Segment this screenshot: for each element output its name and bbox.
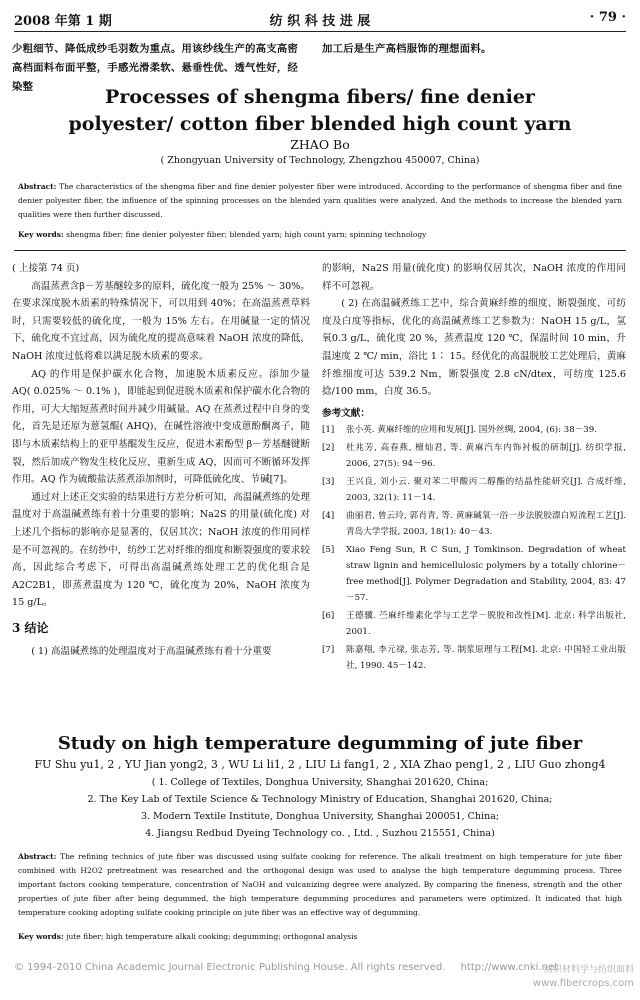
copyright-notice: © 1994-2010 China Academic Journal Electronic Publishing House. All rights reserved. xyxy=(14,962,446,973)
keywords-label: Key words: xyxy=(18,932,64,941)
article1-author: ZHAO Bo xyxy=(290,137,350,152)
continued-note: ( 上接第 74 页) xyxy=(12,263,80,274)
article2-authors: FU Shu yu1, 2 , YU Jian yong2, 3 , WU Li li1, 2 , LIU Li fang1, 2 , XIA Zhao peng1, 2 , LIU Guo zhong4 xyxy=(34,758,606,771)
top-fragment-right xyxy=(322,40,622,59)
paragraph: AQ 的作用是保护碳水化合物，加速脱木质素反应。添加少量 AQ( 0.025% ～ 0.1% )，即能起到促进脱木质素和保护碳水化合物的作用，可大大缩短蒸煮时间并减少用碱量。AQ 在蒸煮过程中自身的变化，首先是还原为蒽氢醌( AHQ)，在碱性溶液中变成蒽酚酮离子，随即与木质素结构上的亚甲基醌发生反应，促进木素酚型 β－芳基醚键断裂，然后加成产物发生枝化反应，重新生成 AQ，因而可不断循环发挥作用。AQ 作为硫酸盐法蒸煮添加剂时，可降低硫化度、节碱[7]。 xyxy=(12,368,310,486)
paragraph: 高温蒸煮含β－芳基醚较多的原料，硫化度一般为 25% ～ 30%。在要求深度脱木质素的特殊情况下，可以用到 40%；在高温蒸煮草料时，只需要较低的硫化度，一般为 15% 左右。在用碱量一定的情况下，硫化度不宜过高，因为硫化度的提高意味着 NaOH 浓度的降低，NaOH 浓度过低将难以满足脱木质素的要求。 xyxy=(12,280,310,362)
abstract-text: The characteristics of the shengma fiber and fine denier polyester fiber were introduced. According to the performance of shengma fiber and fine denier polyester fiber, the influence of the spinning processes on the blended yarn qualities were analyzed. And the methods to increase the blended yarn qualities were then further discussed. xyxy=(18,182,622,219)
article1-keywords xyxy=(18,228,622,242)
reference-list xyxy=(322,422,626,674)
article1-abstract xyxy=(18,180,622,222)
reference-item: [4] 曲丽君, 曾云玲, 郭肖青, 等. 黄麻碱氧一浴一步法脱胶漂白短流程工艺[J]. 青岛大学学报, 2003, 18(1): 40－43. xyxy=(322,510,626,538)
journal-issue: 2008 年第 1 期 xyxy=(14,14,112,29)
abstract-label: Abstract: xyxy=(18,852,57,861)
reference-item: [5] Xiao Feng Sun, R C Sun, J Tomkinson. Degradation of wheat straw lignin and hemicellulosic polymers by a totally chlorine－free method[J]. Polymer Degradation and Stability, 2004, 83: 47－57. xyxy=(322,544,626,604)
reference-item: [7] 陈嘉翔, 李元禄, 张志芳, 等. 制浆原理与工程[M]. 北京: 中国轻工业出版社, 1990. 45－142. xyxy=(322,644,626,672)
section-heading: 3 结论 xyxy=(12,620,49,635)
section-rule xyxy=(14,250,626,251)
affiliation-line: 2. The Key Lab of Textile Science & Technology Ministry of Education, Shanghai 201620, China; xyxy=(87,794,553,805)
title-line: polyester/ cotton fiber blended high count yarn xyxy=(68,113,572,135)
abstract-text: The refining technics of jute fiber was discussed using sulfate cooking for reference. The alkali treatment on high temperature for jute fiber combined with H2O2 pretreatment was researched and the orthogonal design was used to analyse the high temperature degumming process. Three important factors cooking temperature, concentration of NaOH and vulcanizing degree were analyzed. By comparing the fineness, strength and the other properties of jute fiber after being degummed, the high temperature degumming procedures and parameters were optimized. It indicated that high temperature cooking adopting sulfate cooking principle on jute fiber was an effective way of degumming. xyxy=(18,852,622,917)
keywords-text: jute fiber; high temperature alkali cooking; degumming; orthogonal analysis xyxy=(63,932,358,941)
text-line: 加工后是生产高档服饰的理想面料。 xyxy=(322,43,492,55)
paragraph: 的影响，Na2S 用量(硫化度) 的影响仅居其次，NaOH 浓度的作用同样不可忽视。 xyxy=(322,263,626,292)
article1-title xyxy=(20,84,620,138)
article2-title: Study on high temperature degumming of jute fiber xyxy=(57,733,583,754)
text-line: 少粗细节、降低成纱毛羽数为重点。用该纱线生产的高支高密 xyxy=(12,43,299,55)
reference-item: [6] 王德骥. 苎麻纤维素化学与工艺学－脱胶和改性[M]. 北京: 科学出版社, 2001. xyxy=(322,611,626,638)
header-rule xyxy=(14,31,626,32)
paragraph: ( 1) 高温碱煮练的处理温度对于高温碱煮练有着十分重要 xyxy=(31,646,272,658)
reference-item: [3] 王兴良, 刘小云. 聚对苯二甲酸丙二醇酯的结晶性能研究[J]. 合成纤维, 2003, 32(1): 11－14. xyxy=(322,476,626,504)
text-line: 高档面料布面平整，手感光滑柔软、悬垂性优、透气性好，经染整 xyxy=(12,62,299,93)
watermark-text: 纺织材料学与纺织面料 xyxy=(543,965,634,975)
reference-item: [1] 张小英. 黄麻纤维的应用和发展[J]. 国外丝绸, 2004, (6): 38－39. xyxy=(322,425,597,436)
journal-name: 纺 织 科 技 进 展 xyxy=(269,14,371,29)
watermark-url: www.fibercrops.com xyxy=(532,978,634,989)
right-column xyxy=(322,260,626,676)
paragraph: 通过对上述正交实验的结果进行方差分析可知，高温碱煮练的处理温度对于高温碱煮练有着十分重要的影响；Na2S 的用量(硫化度) 对上述几个指标的影响亦是显著的，仅居其次；NaOH 浓度的作用同样是不可忽视的。在纺纱中，纺纱工艺对纤维的细度和断裂强度的要求较高，因此综合考虑下，可得出高温碱煮练处理工艺的优化组合是 A2C2B1，即蒸煮温度为 120 ℃，硫化度为 20%，NaOH 浓度为 15 g/L。 xyxy=(12,491,310,609)
page-number: · 79 · xyxy=(589,10,626,25)
title-line: Processes of shengma fibers/ fine denier xyxy=(105,86,535,108)
references-heading: 参考文献： xyxy=(322,407,370,419)
affiliation-line: 4. Jiangsu Redbud Dyeing Technology co. , Ltd. , Suzhou 215551, China) xyxy=(145,828,495,839)
paragraph: ( 2) 在高温碱煮练工艺中，综合黄麻纤维的细度、断裂强度、可纺度及白度等指标，优化的高温碱煮练工艺参数为：NaOH 15 g/L，氢氧0.3 g/L，硫化度 20 %，蒸煮温度 120 ℃，保温时间 10 min，升温速度 2 ℃/ min，浴比 1∶ 15。经优化的高温脱胶工艺处理后，黄麻纤维细度可达 539.2 Nm，断裂强度 2.8 cN/dtex，可纺度 125.6 捻/100 mm，白度 36.5。 xyxy=(322,298,626,398)
reference-item: [2] 杜兆芳, 高春燕, 檀灿君, 等. 黄麻汽车内饰衬板的研制[J]. 纺织学报, 2006, 27(5): 94－96. xyxy=(322,443,626,470)
cnki-url[interactable]: http://www.cnki.net xyxy=(460,962,558,973)
abstract-label: Abstract: xyxy=(18,182,57,191)
keywords-text: shengma fiber; fine denier polyester fiber; blended yarn; high count yarn; spinning technology xyxy=(63,230,427,239)
affiliation-line: 3. Modern Textile Institute, Donghua University, Shanghai 200051, China; xyxy=(140,811,500,822)
article1-affiliation: ( Zhongyuan University of Technology, Zhengzhou 450007, China) xyxy=(160,155,480,166)
article2-abstract xyxy=(18,850,622,920)
running-header xyxy=(14,8,626,28)
left-column xyxy=(12,260,310,661)
article2-affiliations xyxy=(20,774,620,842)
affiliation-line: ( 1. College of Textiles, Donghua University, Shanghai 201620, China; xyxy=(151,777,489,788)
article2-keywords xyxy=(18,930,622,944)
keywords-label: Key words: xyxy=(18,230,64,239)
